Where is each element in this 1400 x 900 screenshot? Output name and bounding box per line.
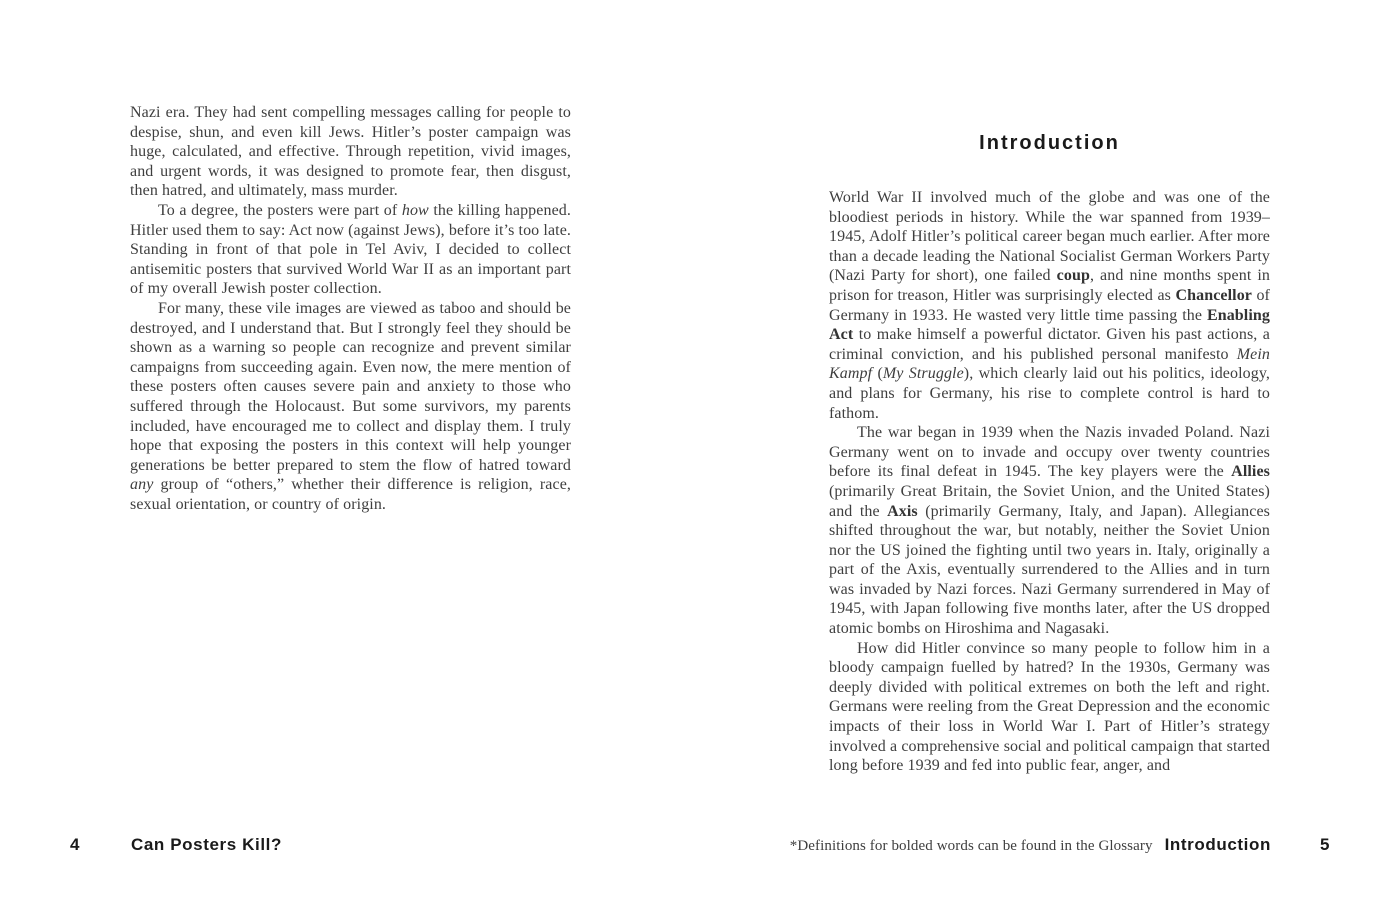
text-run: Chancellor [1175, 286, 1252, 304]
right-page-content [829, 131, 1270, 776]
text-run: how [401, 201, 429, 219]
text-run: ( [872, 365, 883, 383]
text-run: to make himself a powerful dictator. Given his past actions, a criminal conviction, and his published personal manifesto [829, 326, 1270, 363]
text-run: Mein Kampf [829, 345, 1270, 383]
left-running-title: Can Posters Kill? [131, 835, 282, 854]
text-run: For many, these vile images are viewed as taboo and should be destroyed, and I understand that. But I strongly feel they should be shown as a warning so people can recognize and prevent similar campaigns from succeeding again. Even now, the mere mention of these posters often causes severe pain and anxiety to those who suffered through the Holocaust. But some survivors, my parents included, have encouraged me to collect and display them. I truly hope that exposing the posters in this context will help younger generations be better prepared to stem the flow of hatred toward [130, 299, 571, 474]
text-run: group of “others,” whether their difference is religion, race, sexual orientation, or country of origin. [130, 476, 571, 513]
paragraph [130, 201, 571, 299]
text-run: the killing happened. Hitler used them to say: Act now (against Jews), before it’s too late. Standing in front of that pole in Tel Aviv, I decided to collect antisemitic posters that survived World War II as an important part of my overall Jewish poster collection. [130, 201, 571, 298]
left-page-number: 4 [70, 835, 81, 854]
glossary-footnote: *Definitions for bolded words can be found in the Glossary [789, 838, 1153, 854]
right-page-number: 5 [1319, 835, 1330, 854]
text-run: The war began in 1939 when the Nazis invaded Poland. Nazi Germany went on to invade and occupy over twenty countries before its final defeat in 1945. The key players were the [829, 424, 1270, 481]
text-run: , and nine months spent in prison for treason, Hitler was surprisingly elected as [829, 267, 1270, 304]
text-run: any [130, 476, 154, 494]
left-page-body-text [130, 103, 571, 514]
text-run: coup [1056, 267, 1090, 285]
text-run: ), which clearly laid out his politics, ideology, and plans for Germany, his rise to complete control is hard to fathom. [829, 365, 1271, 422]
right-page-footer [790, 835, 1330, 855]
text-run: To a degree, the posters were part of [158, 201, 402, 219]
text-run: Enabling Act [829, 306, 1270, 344]
paragraph [829, 423, 1270, 639]
paragraph [130, 103, 571, 201]
paragraph [130, 299, 571, 515]
text-run: Nazi era. They had sent compelling messages calling for people to despise, shun, and even kill Jews. Hitler’s poster campaign was huge, calculated, and effective. Through repetition, vivid images, and urgent words, it was designed to promote fear, then disgust, then hatred, and ultimately, mass murder. [130, 104, 571, 200]
text-run: (primarily Germany, Italy, and Japan). Allegiances shifted throughout the war, but notably, neither the Soviet Union nor the US joined the fighting until two years in. Italy, originally a part of the Axis, eventually surrendered to the Allies and in turn was invaded by Nazi forces. Nazi Germany surrendered in May of 1945, with Japan following five months later, after the US dropped atomic bombs on Hiroshima and Nagasaki. [829, 502, 1270, 638]
text-run: of Germany in 1933. He wasted very little time passing the [829, 286, 1270, 324]
text-run: How did Hitler convince so many people to follow him in a bloody campaign fuelled by hatred? In the 1930s, Germany was deeply divided with political extremes on both the left and right. Germans were reeling from the Great Depression and the economic impacts of their loss in World War I. Part of Hitler’s strategy involved a comprehensive social and political campaign that started long before 1939 and fed into public fear, anger, and [829, 639, 1270, 775]
text-run: (primarily Great Britain, the Soviet Union, and the United States) and the [829, 482, 1270, 520]
chapter-heading: Introduction [979, 132, 1120, 154]
text-run: My Struggle [882, 365, 964, 383]
text-run: Allies [1231, 463, 1270, 481]
paragraph [829, 188, 1270, 423]
right-running-title: Introduction [1164, 835, 1271, 854]
text-run: Axis [887, 502, 918, 520]
right-page-body-text [829, 188, 1270, 776]
paragraph [829, 639, 1270, 776]
text-run: World War II involved much of the globe and was one of the bloodiest periods in history. While the war spanned from 1939–1945, Adolf Hitler’s political career began much earlier. After more than a decade leading the National Socialist German Workers Party (Nazi Party for short), one failed [829, 189, 1270, 285]
